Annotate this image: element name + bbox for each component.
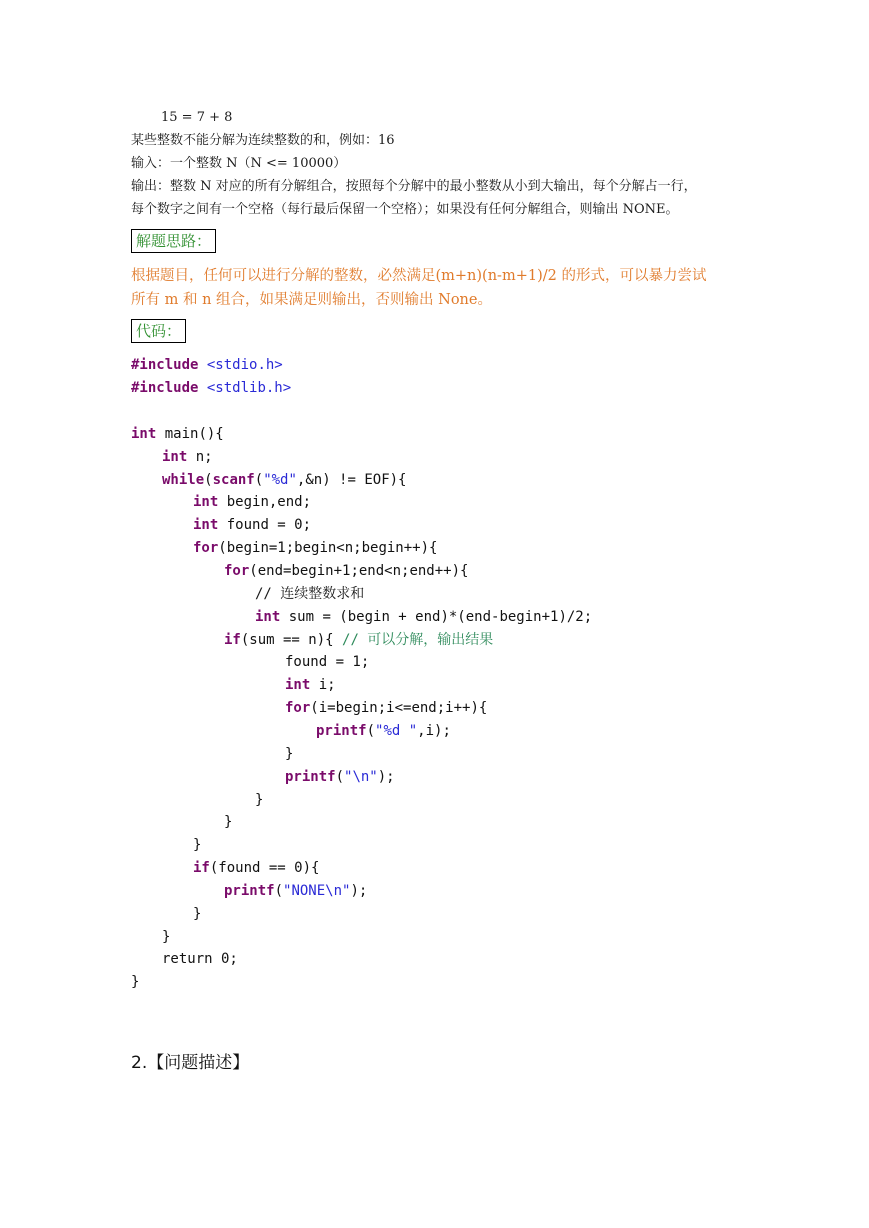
code-line: found = 1;: [285, 654, 370, 670]
output-line-2: 每个数字之间有一个空格（每行最后保留一个空格）；如果没有任何分解组合，则输出 NONE。: [131, 202, 679, 217]
code-line: for(i=begin;i<=end;i++){: [285, 700, 488, 716]
code-line: printf("\n");: [285, 769, 395, 785]
idea-label: 解题思路：: [131, 229, 216, 253]
code-line: int sum = (begin + end)*(end-begin+1)/2;: [255, 609, 593, 625]
code-line: return 0;: [162, 951, 238, 967]
idea-line-1: 根据题目，任何可以进行分解的整数，必然满足(m+n)(n-m+1)/2 的形式，可以暴力尝试: [131, 268, 707, 284]
input-line: 输入：一个整数 N（N <= 10000）: [131, 156, 347, 171]
code-line: if(sum == n){ // 可以分解，输出结果: [224, 632, 494, 648]
output-line-1: 输出：整数 N 对应的所有分解组合，按照每个分解中的最小整数从小到大输出，每个分解占一行，: [131, 179, 697, 194]
code-line: }: [193, 837, 202, 853]
code-line: int found = 0;: [193, 517, 312, 533]
code-line: for(end=begin+1;end<n;end++){: [224, 563, 469, 579]
code-line: int begin,end;: [193, 494, 312, 510]
example-line: 15 = 7 + 8: [161, 110, 233, 125]
code-line: int i;: [285, 677, 336, 693]
code-label: 代码：: [131, 319, 186, 343]
note-line: 某些整数不能分解为连续整数的和，例如：16: [131, 133, 395, 148]
code-line: }: [255, 792, 264, 808]
code-line: #include <stdio.h>: [131, 357, 283, 373]
code-line: }: [131, 974, 140, 990]
code-line: }: [285, 746, 294, 762]
code-line: }: [162, 929, 171, 945]
code-line: printf("%d ",i);: [316, 723, 451, 739]
code-line: int n;: [162, 449, 213, 465]
idea-line-2: 所有 m 和 n 组合，如果满足则输出，否则输出 None。: [131, 292, 492, 308]
code-line: while(scanf("%d",&n) != EOF){: [162, 472, 407, 488]
section-heading: 2.【问题描述】: [131, 1053, 250, 1073]
code-line: if(found == 0){: [193, 860, 320, 876]
code-line: }: [224, 814, 233, 830]
code-line: // 连续整数求和: [255, 586, 365, 602]
code-line: int main(){: [131, 426, 224, 442]
code-line: #include <stdlib.h>: [131, 380, 292, 396]
code-line: for(begin=1;begin<n;begin++){: [193, 540, 438, 556]
code-line: }: [193, 906, 202, 922]
code-line: printf("NONE\n");: [224, 883, 368, 899]
